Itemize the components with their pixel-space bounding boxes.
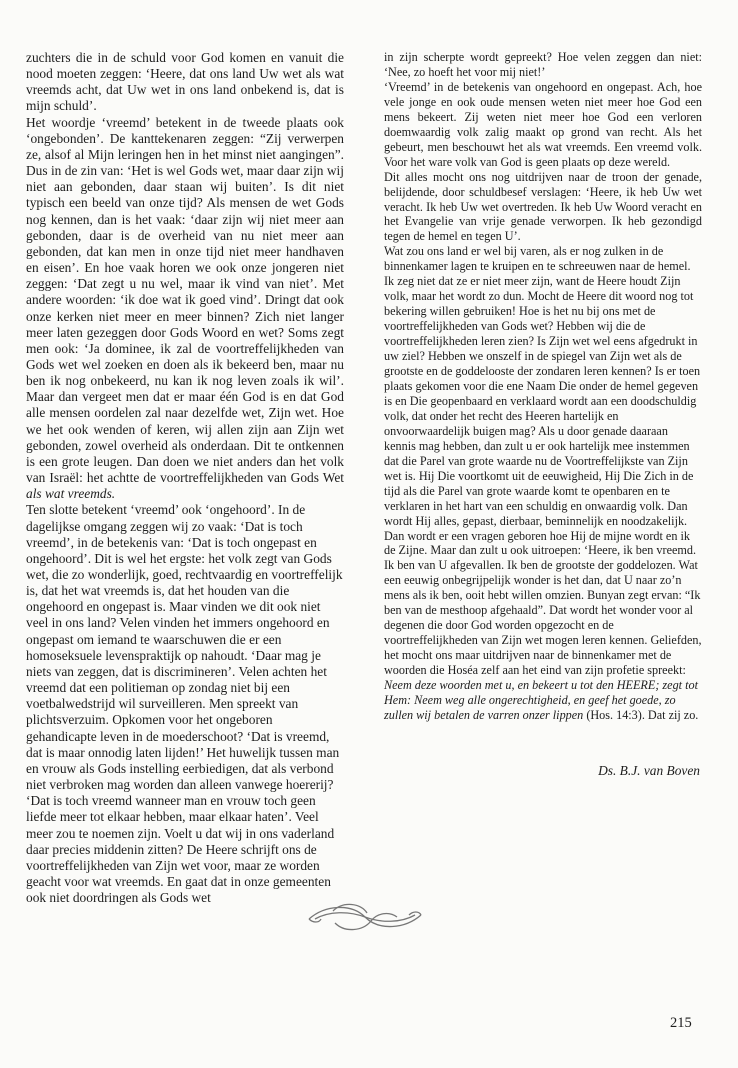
- italic-quote: als wat vreemds.: [26, 486, 116, 502]
- page-number: 215: [670, 1015, 692, 1031]
- paragraph-ongehoord: Ten slotte betekent ‘vreemd’ ook ‘ongehoord’. In de dagelijkse omgang zeggen wij zo vaak: ‘Dat is toch vreemd’, in de betekenis van: ‘Dat is toch ongepast en ongehoord’. Dit is wel het ergste: het volk zegt van Gods wet, die zo wonderlijk, goed, rechtvaardig en voortreffelijk is, dat het wat vreemds is, dat het houden van die ongehoord en ongepast is. Maar vinden we dit ook niet veel in ons land? Velen vinden het immers ongehoord en ongepast om iemand te waarschuwen die er een homoseksuele levenspraktijk op nahoudt. ‘Daar mag je niets van zeggen, dat is discrimineren’. Velen achten het vreemd dat een politieman op zondag niet bij een voetbalwedstrijd wil surveilleren. Men spreekt van plichtsverzuim. Opkomen voor het ongeboren gehandicapte leven in de moederschoot? ‘Dat is vreemd, dat is maar onnodig laten lijden!’ Het huwelijk tussen man en vrouw als Gods instelling eerbiedigen, dat als verbond niet verbroken mag worden dan alleen vanwege hoererij? ‘Dat is toch vreemd wanneer man en vrouw toch geen liefde meer tot elkaar hebben, maar elkaar haten’. Veel meer zou te noemen zijn. Voelt u dat wij in ons vaderland daar precies middenin zitten? De Heere schrijft ons de voortreffelijkheden van Zijn wet voor, maar ze worden geacht voor wat vreemds. En gaat dat in onze gemeenten ook niet doordringen als Gods wet: [26, 502, 343, 906]
- paragraph-text: Het woordje ‘vreemd’ betekent in de tweede plaats ook ‘ongebonden’. De kanttekenaren zeggen: “Zij verwerpen ze, alsof al Mijn leringen hen in het minst niet aangingen”. Dus in de zin van: ‘Het is wel Gods wet, maar daar zijn wij niet aan gebonden, daar staan wij buiten’. Is dit niet typisch een beeld van onze tijd? Als mensen de wet Gods nog kennen, dan is het vaak: ‘daar zijn wij niet meer aan gebonden, daar is de overheid van nu niet meer aan gebonden, dat kan men in onze tijd niet meer handhaven en eisen’. En hoe vaak horen we ook onze jongeren niet zeggen: ‘Dat zegt u nu wel, maar ik vind van niet’. Met andere woorden: ‘ik doe wat ik goed vind’. Dringt dat ook onze kerken niet meer en meer binnen? Zich niet langer meer laten gezeggen door Gods Woord en wet? Soms zegt men ook: ‘Ja dominee, ik zal de voortreffelijkheden van Gods wet wel zoeken en doen als ik bekeerd ben, maar nu ben ik nog onbekeerd, nu kan ik nog leven zoals ik wil’. Maar dan vergeet men dat er maar één God is en dat God alle mensen oordelen zal naar dezelfde wet, Zijn wet. Hoe we het ook wenden of keren, wij allen zijn aan Zijn wet gebonden, zowel overheid als onderdaan. Dit te ontkennen is een grote leugen. Dan doen we niet anders dan het volk van Israël: het achtte de voortreffelijkheden van Gods Wet: [26, 114, 344, 486]
- paragraph-troon-der-genade: Dit alles mocht ons nog uitdrijven naar de troon der genade, belijdende, door schuldbesef verslagen: ‘Heere, ik heb Uw wet veracht. Ik heb Uw wet overtreden. Ik heb Uw Woord veracht en het Evangelie van vrije genade verworpen. Ik heb gezondigd tegen de hemel en tegen U’.: [384, 169, 702, 244]
- right-column: [384, 50, 702, 723]
- flourish-ornament-icon: [305, 897, 425, 937]
- paragraph-scherpte: in zijn scherpte wordt gepreekt? Hoe velen zeggen dan niet: ‘Nee, zo hoeft het voor mij niet!’: [384, 50, 702, 79]
- paragraph-text: Wat zou ons land er wel bij varen, als er nog zulken in de binnenkamer lagen te kruipen en te schreeuwen naar de hemel. Ik zeg niet dat ze er niet meer zijn, want de Heere houdt Zijn volk, maar het wordt zo dun. Mocht de Heere dit woord nog tot bekering willen gebruiken! Hoe is het nu bij ons met de voortreffelijkheden van Gods wet? Hebben wij die de voortreffelijkheden leren zien? Is Zijn wet wel eens afgedrukt in uw ziel? Hebben we onszelf in de spiegel van Zijn wet als de grootste en de goddelooste der zondaren leren kennen? Is er toen plaats gekomen voor die ene Naam Die onder de hemel gegeven is en Die geopenbaard en verklaard wordt aan een doodschuldig volk, dat onder het recht des Heeren hartelijk en onvoorwaardelijk buigen mag? Als u door genade daaraan kennis mag hebben, dan zult u er ook hartelijk mee instemmen dat die Parel van grote waarde nu de Voortreffelijkste van Zijn wet is. Hij Die voortkomt uit de eeuwigheid, Hij Die Zich in de tijd als die Parel van grote waarde komt te openbaren en te verklaren in het hart van een schuldig en onwaardig volk. Dan wordt Hij alles, gepast, dierbaar, beminnelijk en noodzakelijk. Dan wordt er een vragen geboren hoe Hij de mijne wordt en ik de Zijne. Maar dan zult u ook uitroepen: ‘Heere, ik ben vreemd. Ik ben van U afgevallen. Ik ben de grootste der goddelozen. Wat een eeuwig onbegrijpelijk wonder is het dan, dat U naar zo’n mens als ik ben, ooit hebt willen omzien. Bunyan zegt ervan: “Ik ben van de mesthoop afgehaald”. Dat wordt het wonder voor al degenen die door God worden opgezocht en de voortreffelijkheden van Zijn wet mogen leren kennen. Geliefden, het mocht ons maar uitdrijven naar de binnenkamer met de woorden die Hoséa zelf aan het eind van zijn profetie spreekt:: [384, 244, 702, 678]
- paragraph-vreemd-volk: ‘Vreemd’ in de betekenis van ongehoord en ongepast. Ach, hoe vele jonge en ook oude mensen weten niet meer hoe God een mens bekeert. Zij weten niet meer hoe God een verloren doemwaardig volk zalig maakt op grond van recht. Als het gebeurt, men beschouwt het als wat vreemds. Een vreemd volk. Voor het ware volk van God is geen plaats op deze wereld.: [384, 79, 702, 169]
- scripture-reference: (Hos. 14:3). Dat zij zo.: [586, 707, 699, 722]
- left-column: [26, 50, 344, 906]
- paragraph-ongebonden: [26, 115, 344, 503]
- author-signature: Ds. B.J. van Boven: [598, 763, 700, 778]
- paragraph-ons-land: [384, 244, 702, 723]
- scripture-quote: Neem deze woorden met u, en bekeert u tot den HEERE; zegt tot Hem: Neem weg alle ongerechtigheid, en geef het goede, zo zullen wij betalen de varren onzer lippen: [384, 678, 698, 722]
- paragraph-schuld: zuchters die in de schuld voor God komen en vanuit die nood moeten zeggen: ‘Heere, dat ons land Uw wet als wat vreemds acht, dat Uw wet in ons land onbekend is, dat is mijn schuld’.: [26, 50, 344, 114]
